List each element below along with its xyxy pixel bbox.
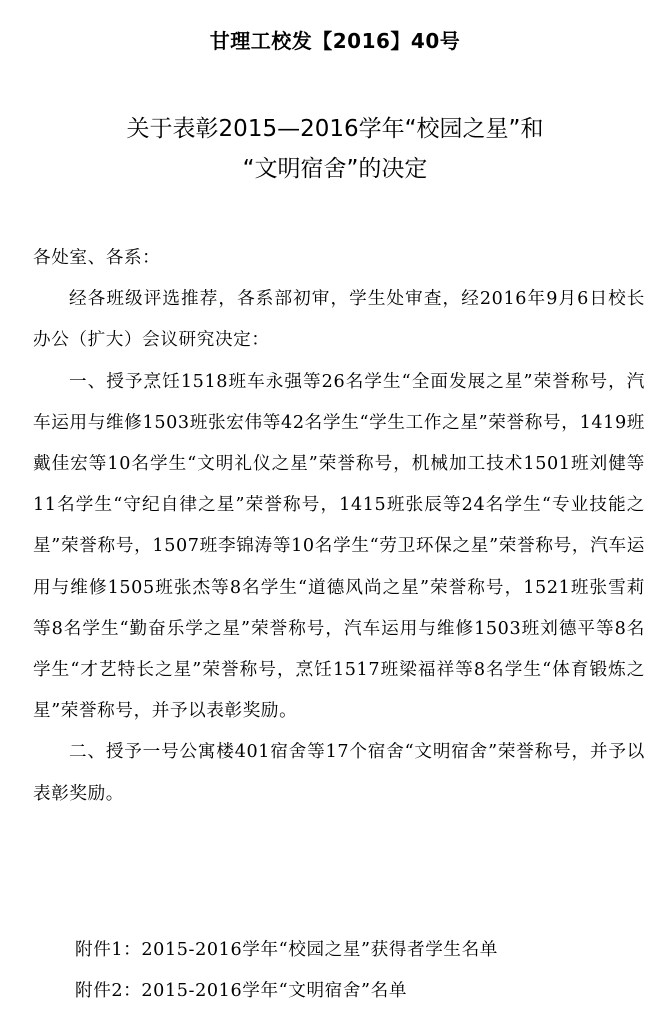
attachments-list <box>75 930 655 1012</box>
document-title-line-2: “文明宿舍”的决定 <box>242 156 428 182</box>
decision-item-2: 二、授予一号公寓楼401宿舍等17个宿舍“文明宿舍”荣誉称号，并予以表彰奖励。 <box>33 742 645 804</box>
attachment-1[interactable]: 附件1：2015-2016学年“校园之星”获得者学生名单 <box>75 940 498 960</box>
intro-paragraph: 经各班级评选推荐，各系部初审，学生处审查，经2016年9月6日校长办公（扩大）会议研究决定： <box>33 289 645 351</box>
attachment-2[interactable]: 附件2：2015-2016学年“文明宿舍”名单 <box>75 981 408 1001</box>
document-number: 甘理工校发【2016】40号 <box>209 29 461 53</box>
document-title-line-1: 关于表彰2015—2016学年“校园之星”和 <box>126 116 544 142</box>
decision-item-1: 一、授予烹饪1518班车永强等26名学生“全面发展之星”荣誉称号，汽车运用与维修1503班张宏伟等42名学生“学生工作之星”荣誉称号，1419班戴佳宏等10名学生“文明礼仪之星”荣誉称号，机械加工技术1501班刘健等11名学生“守纪自律之星”荣誉称号，1415班张辰等24名学生“专业技能之星”荣誉称号，1507班李锦涛等10名学生“劳卫环保之星”荣誉称号，汽车运用与维修1505班张杰等8名学生“道德风尚之星”荣誉称号，1521班张雪莉等8名学生“勤奋乐学之星”荣誉称号，汽车运用与维修1503班刘德平等8名学生“才艺特长之星”荣誉称号，烹饪1517班梁福祥等8名学生“体育锻炼之星”荣誉称号，并予以表彰奖励。 <box>33 371 645 722</box>
salutation: 各处室、各系： <box>33 248 161 268</box>
document-body <box>33 238 645 815</box>
